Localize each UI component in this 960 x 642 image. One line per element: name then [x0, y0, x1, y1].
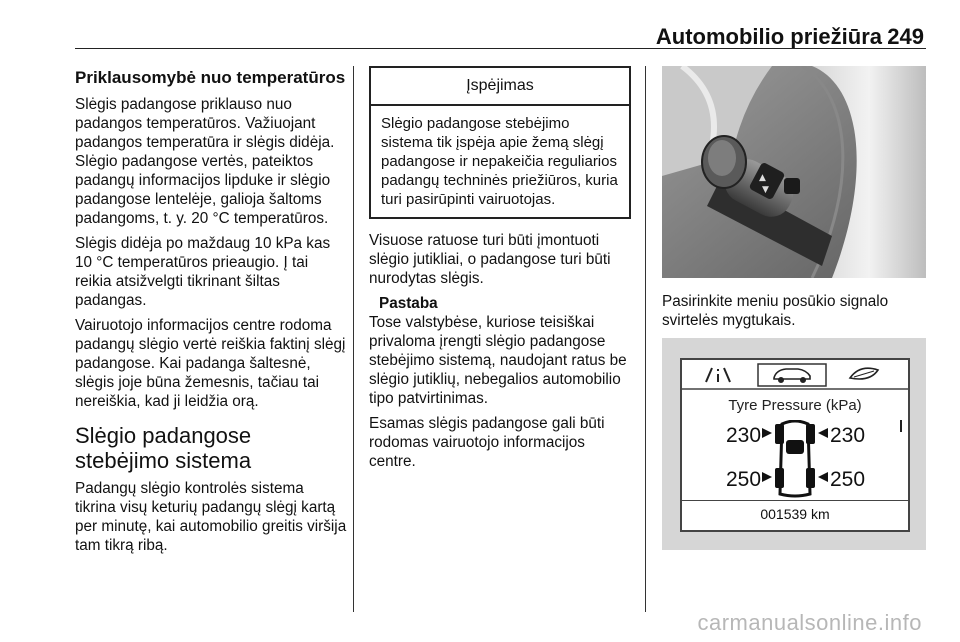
odometer-reading: 001539 km	[760, 506, 830, 522]
warning-box	[369, 66, 631, 219]
svg-text:▼: ▼	[762, 185, 769, 195]
rear-left-pressure: 250	[726, 468, 762, 491]
warning-text: Slėgio padangose stebėjimo sistema tik įspėja apie žemą slėgį padangose ir nepakeičia reguliarios padangų techninės priežiūros, kuria turi pasirūpinti vairuotojas.	[381, 115, 618, 208]
rear-right-pressure: 250	[830, 468, 866, 491]
running-header-title: Automobilio priežiūra	[655, 24, 882, 49]
paragraph: Slėgis padangose priklauso nuo padangos temperatūros. Važiuojant padangos temperatūra ir slėgis didėja. Slėgio padangose vertės, pateiktos padangų informacijos lipduke ir slėgio padangose lentelėje, galioja šaltoms padangoms, t. y. 20 °C temperatūros.	[75, 96, 335, 227]
display-divider	[682, 500, 908, 501]
eco-leaf-tab-icon	[850, 368, 878, 379]
display-title: Tyre Pressure (kPa)	[728, 397, 862, 414]
front-right-pressure: 230	[830, 424, 866, 447]
header-rule	[75, 48, 926, 49]
car-top-view-icon	[762, 420, 828, 498]
left-column	[75, 68, 347, 561]
display-tabs	[682, 360, 908, 390]
front-left-pressure: 230	[726, 424, 762, 447]
display-screen	[680, 358, 910, 532]
tyre-pressure-display-illustration	[662, 338, 926, 550]
paragraph: Esamas slėgis padangose gali būti rodomas vairuotojo informacijos centre.	[369, 415, 605, 470]
note-title: Pastaba	[379, 295, 438, 312]
paragraph: Slėgis didėja po maždaug 10 kPa kas 10 °C temperatūros prieaugio. Į tai reikia atsižvelgti tikrinant šiltas padangas.	[75, 235, 331, 309]
turn-signal-stalk-photo	[662, 66, 926, 278]
svg-text:▲: ▲	[759, 173, 766, 183]
photo-caption: Pasirinkite meniu posūkio signalo svirtelės mygtukais.	[662, 293, 889, 329]
middle-column	[369, 66, 634, 477]
paragraph: Padangų slėgio kontrolės sistema tikrina visų keturių padangų slėgį kartą per minutę, kai automobilio greitis viršija tam tikrą ribą.	[75, 480, 347, 554]
road-info-tab-icon	[706, 368, 730, 382]
warning-title: Įspėjimas	[371, 68, 629, 106]
section-heading: Slėgio padangose stebėjimo sistema	[75, 423, 252, 473]
column-divider-2	[645, 66, 646, 612]
car-info-tab	[758, 364, 826, 386]
note-text: Tose valstybėse, kuriose teisiškai privaloma įrengti slėgio padangose stebėjimo sistemą, naudojant ratus be slėgio jutiklių, nebegalios automobilio tipo patvirtinimas.	[369, 314, 627, 407]
paragraph: Visuose ratuose turi būti įmontuoti slėgio jutikliai, o padangose turi būti nurodytas slėgis.	[369, 232, 611, 287]
subheading-temperature: Priklausomybė nuo temperatūros	[75, 68, 346, 87]
column-divider-1	[353, 66, 354, 612]
watermark-text: carmanualsonline.info	[697, 610, 922, 635]
scroll-indicator	[900, 420, 902, 432]
paragraph: Vairuotojo informacijos centre rodoma padangų slėgio vertė reiškia faktinį slėgį padangose. Kai padanga šaltesnė, slėgis joje būna žemesnis, tačiau tai nereiškia, kad ji leidžia orą.	[75, 317, 346, 410]
page-number: 249	[887, 24, 924, 49]
